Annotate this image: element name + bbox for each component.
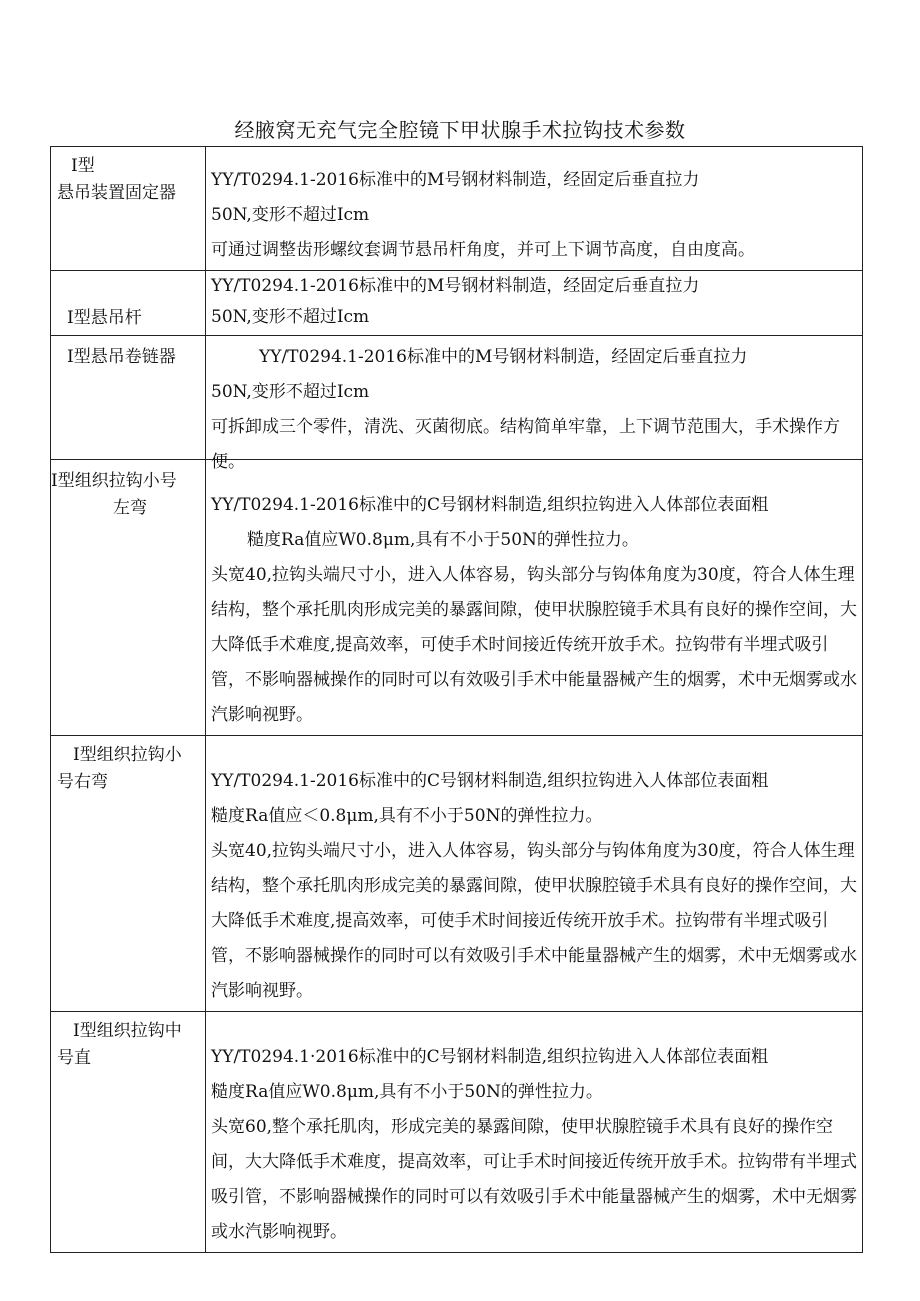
spec-table <box>50 146 863 1253</box>
desc-line: 糙度Ra值应W0.8μm,具有不小于50N的弹性拉力。 <box>211 1082 603 1102</box>
table-row <box>51 736 863 1012</box>
desc-line: 可拆卸成三个零件，清洗、灭菌彻底。结构简单牢靠，上下调节范围大，手术操作方便。 <box>211 417 840 472</box>
desc-line: YY/T0294.1-2016标准中的M号钢材料制造，经固定后垂直拉力 <box>259 347 748 367</box>
item-desc-cell <box>206 147 863 271</box>
desc-line: 50N,变形不超过Icm <box>211 307 370 327</box>
item-name-line: 号右弯 <box>57 772 108 792</box>
desc-line: 糙度Ra值应＜0.8μm,具有不小于50N的弹性拉力。 <box>211 806 603 826</box>
table-row <box>51 1012 863 1253</box>
item-name-cell <box>51 1012 206 1253</box>
item-desc-cell <box>206 460 863 736</box>
item-name-line: I型组织拉钩小 <box>73 745 182 765</box>
desc-paragraph: 头宽60,整个承托肌肉，形成完美的暴露间隙，使甲状腺腔镜手术具有良好的操作空间，大大降低手术难度，提高效率，可让手术时间接近传统开放手术。拉钩带有半埋式吸引管，不影响器械操作的同时可以有效吸引手术中能量器械产生的烟雾，术中无烟雾或水汽影响视野。 <box>211 1117 857 1242</box>
desc-line: 50N,变形不超过Icm <box>211 382 370 402</box>
item-name-cell <box>51 460 206 736</box>
desc-line: YY/T0294.1·2016标准中的C号钢材料制造,组织拉钩进入人体部位表面粗 <box>211 1047 769 1067</box>
item-name-line: I型悬吊卷链器 <box>67 347 176 367</box>
item-name-line: I型组织拉钩中 <box>73 1021 182 1041</box>
table-row <box>51 460 863 736</box>
table-row <box>51 271 863 336</box>
item-name-cell <box>51 147 206 271</box>
item-name-cell <box>51 271 206 336</box>
document-title: 经腋窝无充气完全腔镜下甲状腺手术拉钩技术参数 <box>234 118 686 142</box>
desc-paragraph: 头宽40,拉钩头端尺寸小，进入人体容易，钩头部分与钩体角度为30度，符合人体生理结构，整个承托肌肉形成完美的暴露间隙，使甲状腺腔镜手术具有良好的操作空间，大大降低手术难度,提高效率，可使手术时间接近传统开放手术。拉钩带有半埋式吸引管，不影响器械操作的同时可以有效吸引手术中能量器械产生的烟雾，术中无烟雾或水汽影响视野。 <box>211 565 857 725</box>
item-name-cell <box>51 336 206 460</box>
item-name-line: I型悬吊杆 <box>67 308 142 328</box>
item-desc-cell <box>206 736 863 1012</box>
desc-line: YY/T0294.1-2016标准中的C号钢材料制造,组织拉钩进入人体部位表面粗 <box>211 495 769 515</box>
item-name-cell <box>51 736 206 1012</box>
item-name-line: 号直 <box>57 1048 91 1068</box>
desc-line: YY/T0294.1-2016标准中的M号钢材料制造，经固定后垂直拉力 <box>211 276 700 296</box>
item-name-line: 左弯 <box>113 498 147 518</box>
table-row <box>51 147 863 271</box>
item-desc-cell <box>206 271 863 336</box>
desc-line: YY/T0294.1-2016标准中的C号钢材料制造,组织拉钩进入人体部位表面粗 <box>211 771 769 791</box>
item-desc-cell <box>206 336 863 472</box>
item-name-line: I型 <box>71 156 95 176</box>
desc-line: 糙度Ra值应W0.8μm,具有不小于50N的弹性拉力。 <box>247 530 639 550</box>
item-name-line: 悬吊装置固定器 <box>57 183 176 203</box>
item-desc-cell <box>206 1012 863 1253</box>
desc-paragraph: 头宽40,拉钩头端尺寸小，进入人体容易，钩头部分与钩体角度为30度，符合人体生理结构，整个承托肌肉形成完美的暴露间隙，使甲状腺腔镜手术具有良好的操作空间，大大降低手术难度,提高效率，可使手术时间接近传统开放手术。拉钩带有半埋式吸引管，不影响器械操作的同时可以有效吸引手术中能量器械产生的烟雾，术中无烟雾或水汽影响视野。 <box>211 841 857 1001</box>
table-row <box>51 336 863 460</box>
desc-line: YY/T0294.1-2016标准中的M号钢材料制造，经固定后垂直拉力 <box>211 170 700 190</box>
desc-line: 50N,变形不超过Icm <box>211 205 370 225</box>
desc-line: 可通过调整齿形螺纹套调节悬吊杆角度，并可上下调节高度，自由度高。 <box>211 240 755 260</box>
item-name-line: I型组织拉钩小号 <box>51 471 177 491</box>
